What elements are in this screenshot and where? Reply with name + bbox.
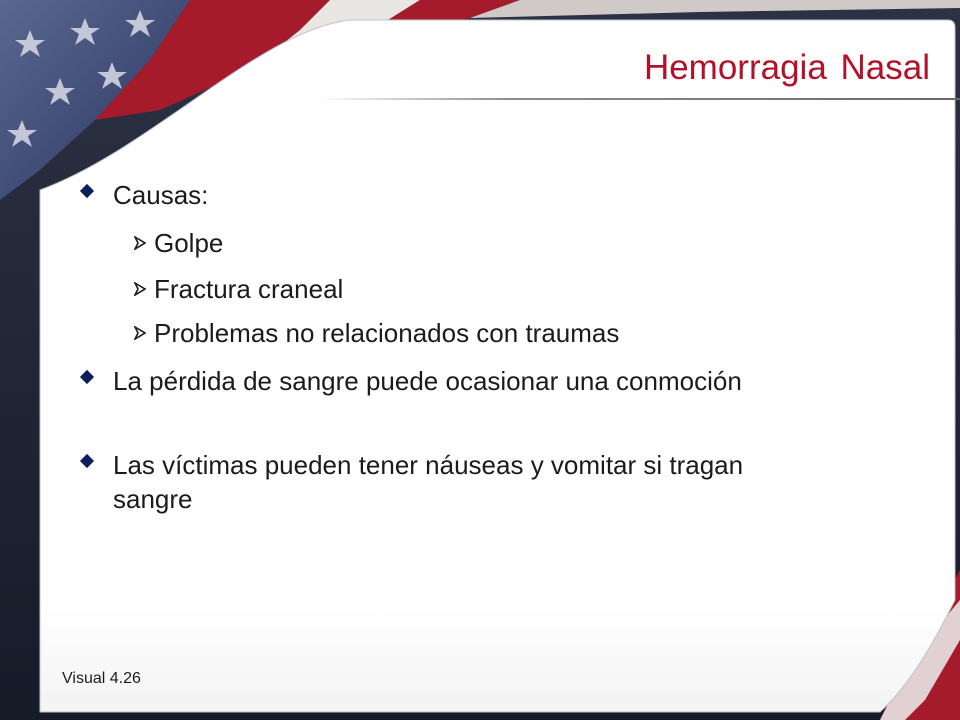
bullet-item-victimas: Las víctimas pueden tener náuseas y vomitar si tragan sangre [113, 450, 744, 514]
sub-bullet-problemas: Problemas no relacionados con traumas [154, 318, 620, 348]
sub-bullet-golpe: Golpe [154, 228, 224, 258]
bullet-item-perdida: La pérdida de sangre puede ocasionar una conmoción [113, 366, 742, 396]
diamond-bullet-icon [80, 184, 94, 198]
diamond-bullet-icon [80, 454, 94, 468]
sub-bullet-fractura: Fractura craneal [154, 274, 344, 304]
diamond-bullet-icon [80, 370, 94, 384]
arrow-bullet-icon [134, 282, 146, 296]
arrow-bullet-icon [134, 326, 146, 340]
slide-title: Hemorragia Nasal [643, 48, 930, 87]
arrow-bullet-icon [134, 236, 146, 250]
slide-footer: Visual 4.26 [62, 670, 141, 687]
bullet-item-causas: Causas: [113, 180, 209, 210]
